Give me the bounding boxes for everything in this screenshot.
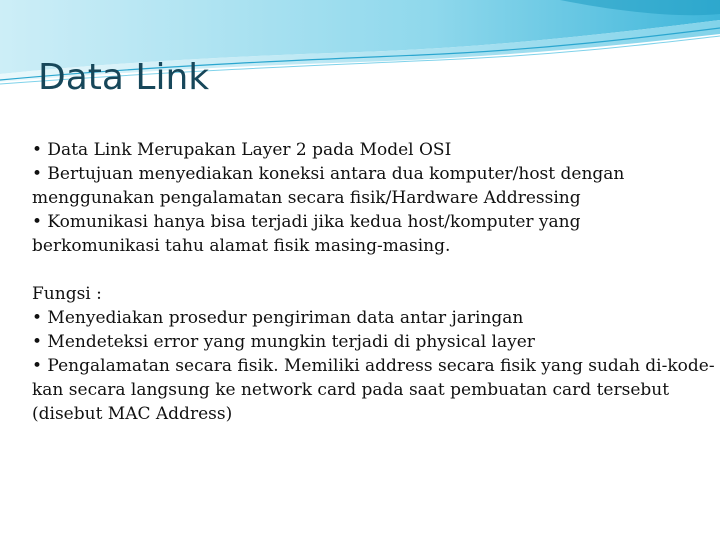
slide-title: Data Link <box>38 57 210 98</box>
bullet-error-detection: • Mendeteksi error yang mungkin terjadi di physical layer <box>32 332 535 352</box>
bullet-physical-addressing-line2: kan secara langsung ke network card pada saat pembuatan card tersebut <box>32 380 670 400</box>
bullet-communication-line1: • Komunikasi hanya bisa terjadi jika kedua host/komputer yang <box>32 212 581 232</box>
paragraph-spacer <box>32 258 702 282</box>
functions-heading: Fungsi : <box>32 284 102 304</box>
bullet-communication-line2: berkomunikasi tahu alamat fisik masing-masing. <box>32 236 451 256</box>
bullet-physical-addressing-line3: (disebut MAC Address) <box>32 404 233 424</box>
bullet-purpose-line1: • Bertujuan menyediakan koneksi antara dua komputer/host dengan <box>32 164 625 184</box>
bullet-osi-layer: • Data Link Merupakan Layer 2 pada Model OSI <box>32 140 452 160</box>
paragraph-functions <box>32 282 715 426</box>
bullet-physical-addressing-line1: • Pengalamatan secara fisik. Memiliki address secara fisik yang sudah di-kode- <box>32 356 715 376</box>
slide-body <box>32 138 715 426</box>
bullet-purpose-line2: menggunakan pengalamatan secara fisik/Hardware Addressing <box>32 188 581 208</box>
paragraph-data-link-definition <box>32 138 702 258</box>
bullet-delivery-procedure: • Menyediakan prosedur pengiriman data antar jaringan <box>32 308 524 328</box>
